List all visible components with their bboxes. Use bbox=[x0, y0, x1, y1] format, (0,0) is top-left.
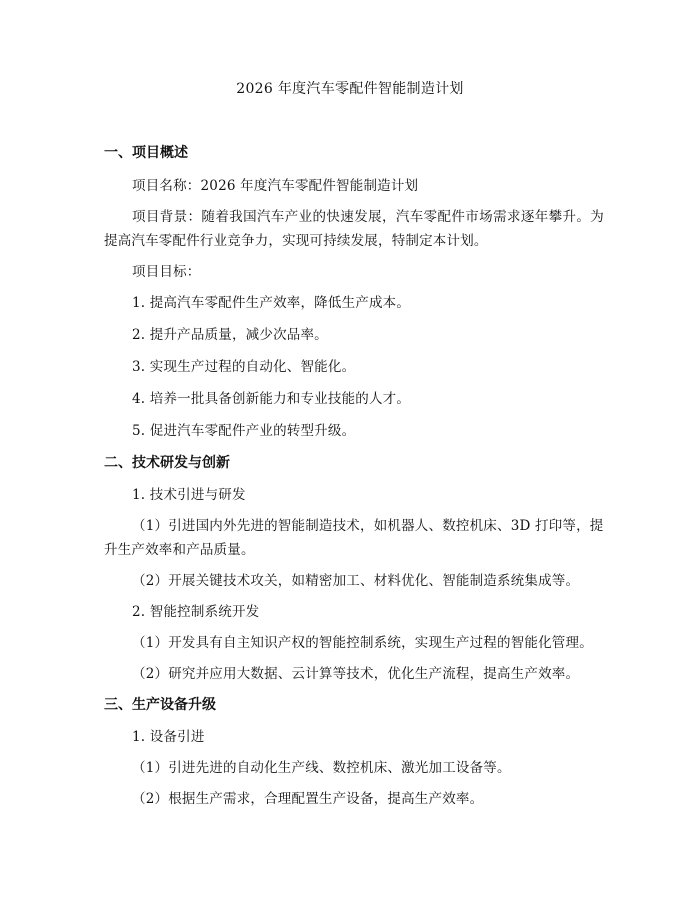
sub-item: （2）研究并应用大数据、云计算等技术，优化生产流程，提高生产效率。 bbox=[132, 666, 580, 682]
document-title: 2026 年度汽车零配件智能制造计划 bbox=[236, 81, 464, 97]
list-item: 1. 技术引进与研发 bbox=[132, 487, 246, 503]
project-background: 项目背景：随着我国汽车产业的快速发展，汽车零配件市场需求逐年攀升。为提高汽车零配件行业竞争力，实现可持续发展，特制定本计划。 bbox=[104, 209, 604, 249]
project-goals-label: 项目目标： bbox=[132, 264, 201, 280]
section-heading-equipment: 三、生产设备升级 bbox=[104, 697, 216, 713]
goal-item: 2. 提升产品质量，减少次品率。 bbox=[132, 327, 328, 343]
sub-item: （2）根据生产需求，合理配置生产设备，提高生产效率。 bbox=[132, 791, 484, 807]
list-item: 2. 智能控制系统开发 bbox=[132, 604, 260, 620]
goal-item: 3. 实现生产过程的自动化、智能化。 bbox=[132, 359, 356, 375]
sub-item: （2）开展关键技术攻关，如精密加工、材料优化、智能制造系统集成等。 bbox=[132, 573, 580, 589]
section-heading-rnd: 二、技术研发与创新 bbox=[104, 455, 230, 471]
sub-item: （1）引进国内外先进的智能制造技术，如机器人、数控机床、3D 打印等，提升生产效率和产品质量。 bbox=[104, 518, 604, 558]
sub-item: （1）开发具有自主知识产权的智能控制系统，实现生产过程的智能化管理。 bbox=[132, 635, 593, 651]
goal-item: 4. 培养一批具备创新能力和专业技能的人才。 bbox=[132, 391, 411, 407]
goal-item: 1. 提高汽车零配件生产效率，降低生产成本。 bbox=[132, 295, 411, 311]
document-body bbox=[104, 140, 604, 811]
project-name: 项目名称：2026 年度汽车零配件智能制造计划 bbox=[132, 178, 419, 194]
sub-item: （1）引进先进的自动化生产线、数控机床、激光加工设备等。 bbox=[132, 760, 511, 776]
section-heading-overview: 一、项目概述 bbox=[104, 145, 188, 161]
goal-item: 5. 促进汽车零配件产业的转型升级。 bbox=[132, 423, 356, 439]
list-item: 1. 设备引进 bbox=[132, 729, 205, 745]
